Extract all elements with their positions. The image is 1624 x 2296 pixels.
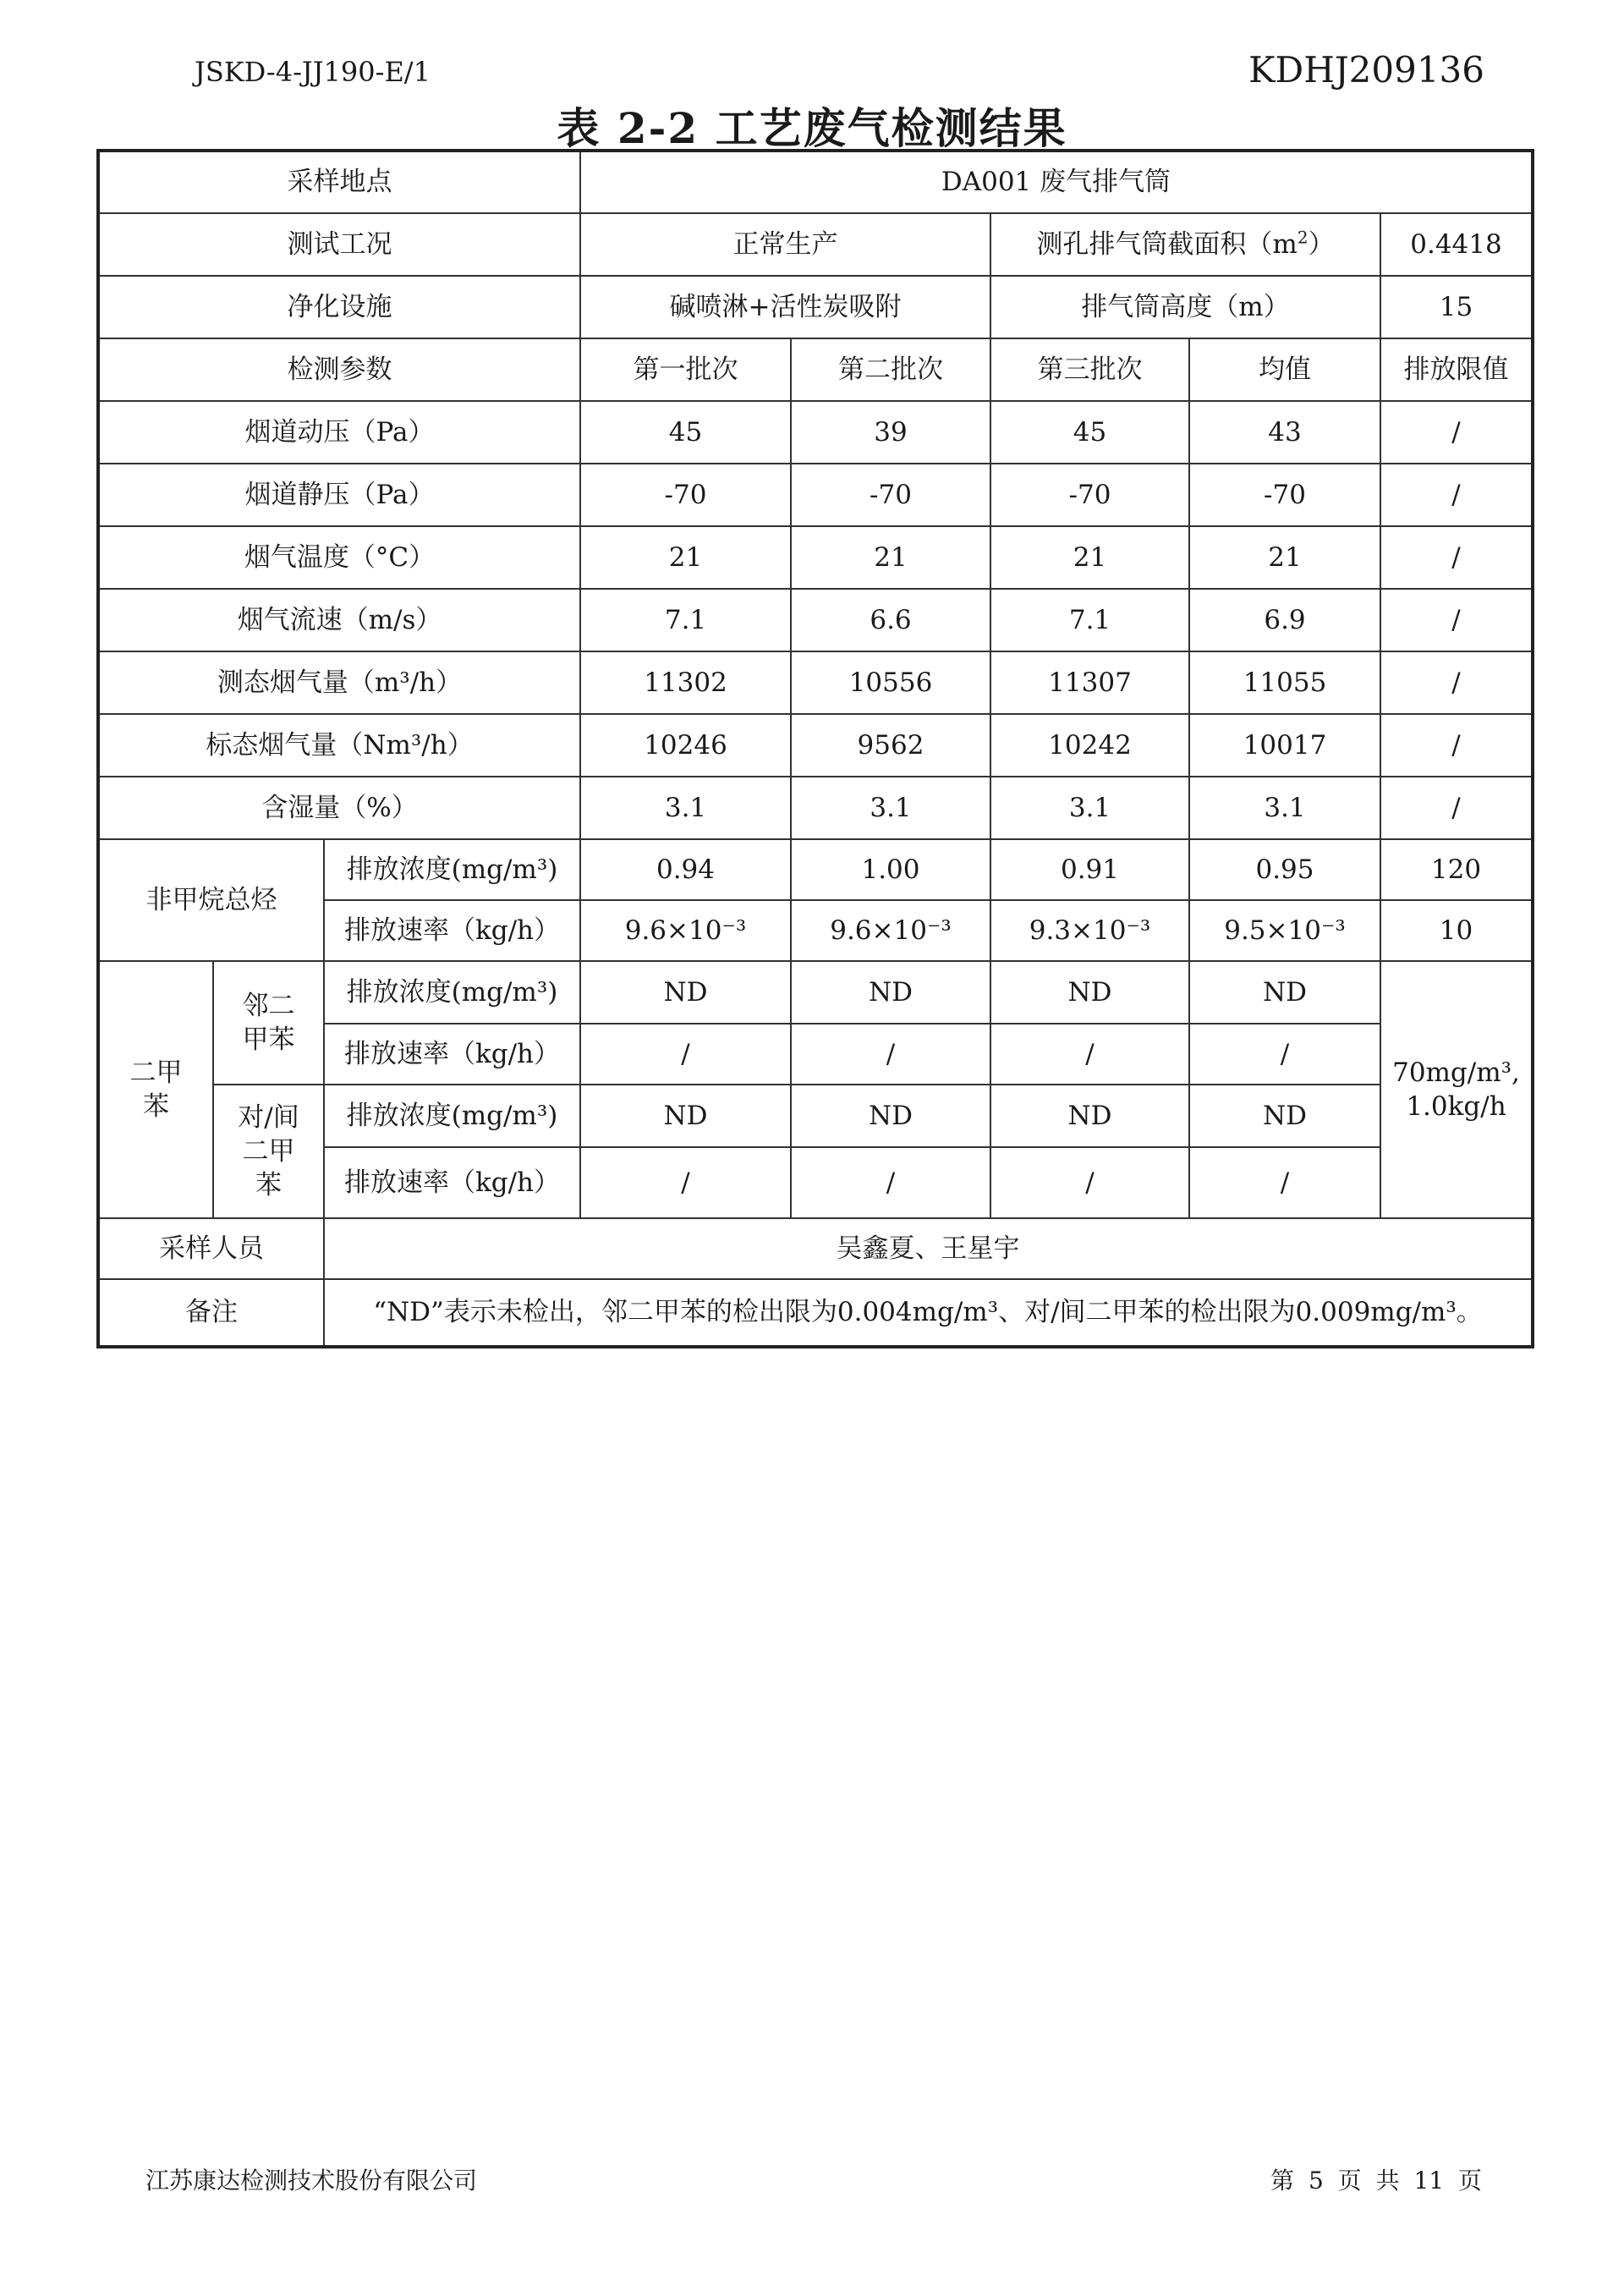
cell: ND (1189, 1085, 1380, 1147)
param-label: 烟道动压（Pa） (98, 401, 580, 464)
column-header: 第一批次 (580, 338, 791, 401)
condition-label: 测试工况 (98, 213, 580, 276)
cell: -70 (1189, 464, 1380, 526)
param-label: 排放浓度(mg/m³) (324, 839, 580, 900)
table-row (98, 464, 1533, 526)
sampling-site-value: DA001 废气排气筒 (580, 151, 1533, 213)
results-table (96, 149, 1534, 1348)
cell: 7.1 (990, 589, 1189, 651)
param-label: 测态烟气量（m³/h） (98, 651, 580, 714)
cell: 21 (1189, 526, 1380, 589)
remark-label: 备注 (98, 1279, 324, 1347)
cell: 6.9 (1189, 589, 1380, 651)
param-label: 排放浓度(mg/m³) (324, 1085, 580, 1147)
cell: 10246 (580, 714, 791, 777)
cell: 21 (791, 526, 990, 589)
table-row (98, 276, 1533, 338)
cell: / (1380, 464, 1533, 526)
cell: / (1189, 1147, 1380, 1218)
column-header: 均值 (1189, 338, 1380, 401)
cell: / (1380, 651, 1533, 714)
cell: ND (580, 1085, 791, 1147)
height-value: 15 (1380, 276, 1533, 338)
cell: / (1380, 714, 1533, 777)
table-row (98, 1218, 1533, 1279)
sampler-value: 吴鑫夏、王星宇 (324, 1218, 1533, 1279)
company-name: 江苏康达检测技术股份有限公司 (145, 2167, 478, 2194)
table-row (98, 526, 1533, 589)
cell: 120 (1380, 839, 1533, 900)
cell: ND (791, 961, 990, 1024)
table-row (98, 777, 1533, 839)
nmhc-label: 非甲烷总烃 (98, 839, 324, 961)
table-header-row (98, 338, 1533, 401)
document-code: JSKD-4-JJ190-E/1 (195, 56, 431, 88)
cell: 11307 (990, 651, 1189, 714)
cell: 11302 (580, 651, 791, 714)
cell: 9562 (791, 714, 990, 777)
cell: 6.6 (791, 589, 990, 651)
cell: -70 (990, 464, 1189, 526)
sampling-site-label: 采样地点 (98, 151, 580, 213)
table-row (98, 839, 1533, 900)
cell: 3.1 (791, 777, 990, 839)
cell: / (791, 1024, 990, 1085)
param-label: 排放速率（kg/h） (324, 1147, 580, 1218)
cell: 0.94 (580, 839, 791, 900)
param-label: 排放速率（kg/h） (324, 1024, 580, 1085)
param-label: 标态烟气量（Nm³/h） (98, 714, 580, 777)
remark-value: “ND”表示未检出，邻二甲苯的检出限为0.004mg/m³、对/间二甲苯的检出限为0.009mg/m³。 (324, 1279, 1533, 1347)
cell: ND (791, 1085, 990, 1147)
cell: 43 (1189, 401, 1380, 464)
cell: 3.1 (990, 777, 1189, 839)
report-number: KDHJ209136 (1248, 49, 1484, 91)
table-row (98, 151, 1533, 213)
table-row (98, 961, 1533, 1024)
cell: 9.6×10⁻³ (791, 900, 990, 961)
height-label: 排气筒高度（m） (990, 276, 1380, 338)
cell: -70 (580, 464, 791, 526)
cell: / (990, 1024, 1189, 1085)
table-row (98, 714, 1533, 777)
facility-value: 碱喷淋+活性炭吸附 (580, 276, 990, 338)
table-row (98, 589, 1533, 651)
column-header: 排放限值 (1380, 338, 1533, 401)
ortho-xylene-label: 邻二 甲苯 (213, 961, 324, 1085)
cell: ND (990, 1085, 1189, 1147)
cell: 7.1 (580, 589, 791, 651)
param-label: 排放浓度(mg/m³) (324, 961, 580, 1024)
cell: / (1380, 526, 1533, 589)
cell: 9.6×10⁻³ (580, 900, 791, 961)
cell: / (580, 1147, 791, 1218)
cell: ND (1189, 961, 1380, 1024)
cell: 0.95 (1189, 839, 1380, 900)
table-row (98, 1085, 1533, 1147)
cell: 0.91 (990, 839, 1189, 900)
cell: 3.1 (1189, 777, 1380, 839)
cell: / (1380, 589, 1533, 651)
param-label: 排放速率（kg/h） (324, 900, 580, 961)
cell: 9.5×10⁻³ (1189, 900, 1380, 961)
param-label: 烟道静压（Pa） (98, 464, 580, 526)
xylene-limit: 70mg/m³, 1.0kg/h (1380, 961, 1533, 1218)
cell: 45 (990, 401, 1189, 464)
facility-label: 净化设施 (98, 276, 580, 338)
cell: 9.3×10⁻³ (990, 900, 1189, 961)
cell: 3.1 (580, 777, 791, 839)
page-number: 第 5 页 共 11 页 (1270, 2167, 1482, 2194)
cell: 10 (1380, 900, 1533, 961)
cell: 21 (990, 526, 1189, 589)
table-row (98, 213, 1533, 276)
cell: 10556 (791, 651, 990, 714)
column-header: 第三批次 (990, 338, 1189, 401)
mp-xylene-label: 对/间 二甲 苯 (213, 1085, 324, 1218)
table-row (98, 401, 1533, 464)
cell: / (1189, 1024, 1380, 1085)
sampler-label: 采样人员 (98, 1218, 324, 1279)
cell: 45 (580, 401, 791, 464)
column-header: 第二批次 (791, 338, 990, 401)
cell: 21 (580, 526, 791, 589)
param-label: 含湿量（%） (98, 777, 580, 839)
cell: ND (580, 961, 791, 1024)
cell: -70 (791, 464, 990, 526)
param-label: 烟气温度（°C） (98, 526, 580, 589)
cell: 10242 (990, 714, 1189, 777)
cell: 10017 (1189, 714, 1380, 777)
cell: 1.00 (791, 839, 990, 900)
table-row (98, 1279, 1533, 1347)
cell: ND (990, 961, 1189, 1024)
cell: / (1380, 777, 1533, 839)
table-row (98, 651, 1533, 714)
condition-value: 正常生产 (580, 213, 990, 276)
cell: / (580, 1024, 791, 1085)
cell: / (1380, 401, 1533, 464)
xylene-label: 二甲 苯 (98, 961, 213, 1218)
cell: 11055 (1189, 651, 1380, 714)
cell: / (990, 1147, 1189, 1218)
area-value: 0.4418 (1380, 213, 1533, 276)
area-label: 测孔排气筒截面积$(m^2)$ (990, 213, 1380, 276)
page-title: 表 2-2 工艺废气检测结果 (557, 103, 1067, 153)
param-label: 烟气流速（m/s） (98, 589, 580, 651)
cell: 39 (791, 401, 990, 464)
cell: / (791, 1147, 990, 1218)
column-header: 检测参数 (98, 338, 580, 401)
